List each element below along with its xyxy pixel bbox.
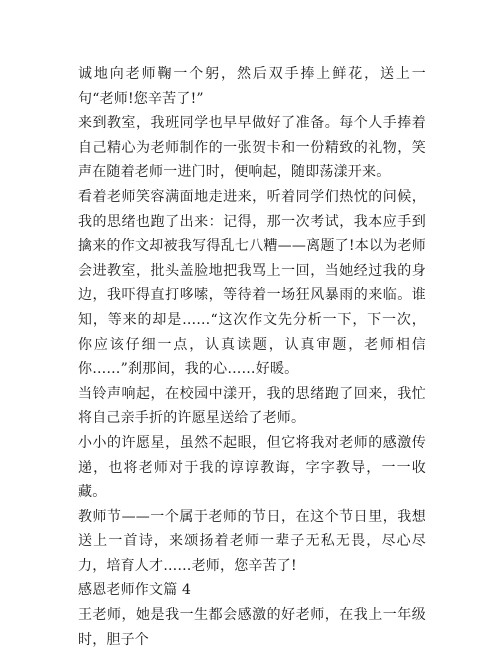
section-heading: 感恩老师作文篇 4 <box>78 582 192 599</box>
paragraph-5: 小小的许愿星，虽然不起眼，但它将我对老师的感激传递，也将老师对于我的谆谆教诲，字字教导，一一收藏。 <box>78 434 426 501</box>
paragraph-7: 王老师，她是我一生都会感激的好老师，在我上一年级时，胆子个 <box>78 607 426 648</box>
paragraph-2: 来到教室，我班同学也早早做好了准备。每个人手捧着自己精心为老师制作的一张贺卡和一份精致的礼物，笑声在随着老师一进门时，便响起，随即荡漾开来。 <box>78 115 426 181</box>
paragraph-3: 看着老师笑容满面地走进来，听着同学们热忱的问候，我的思绪也跑了出来：记得，那一次考试，我本应手到擒来的作文却被我写得乱七八糟——离题了!本以为老师会进教室，批头盖脸地把我骂上一回，当她经过我的身边，我吓得直打哆嗦，等待着一场狂风暴雨的来临。谁知，等来的却是……“这次作文先分析一下，下一次，你应该仔细一点，认真读题，认真审题，老师相信你……”刹那间，我的心……好暖。 <box>78 188 426 378</box>
article-body <box>78 62 426 652</box>
paragraph-4: 当铃声响起，在校园中漾开，我的思绪跑了回来，我忙将自己亲手折的许愿星送给了老师。 <box>78 385 426 427</box>
paragraph-6: 教师节——一个属于老师的节日，在这个节日里，我想送上一首诗，来颂扬着老师一辈子无私无畏，尽心尽力，培育人才……老师，您辛苦了! <box>78 508 426 574</box>
paragraph-1: 诚地向老师鞠一个躬，然后双手捧上鲜花，送上一句“老师!您辛苦了!” <box>78 66 426 107</box>
